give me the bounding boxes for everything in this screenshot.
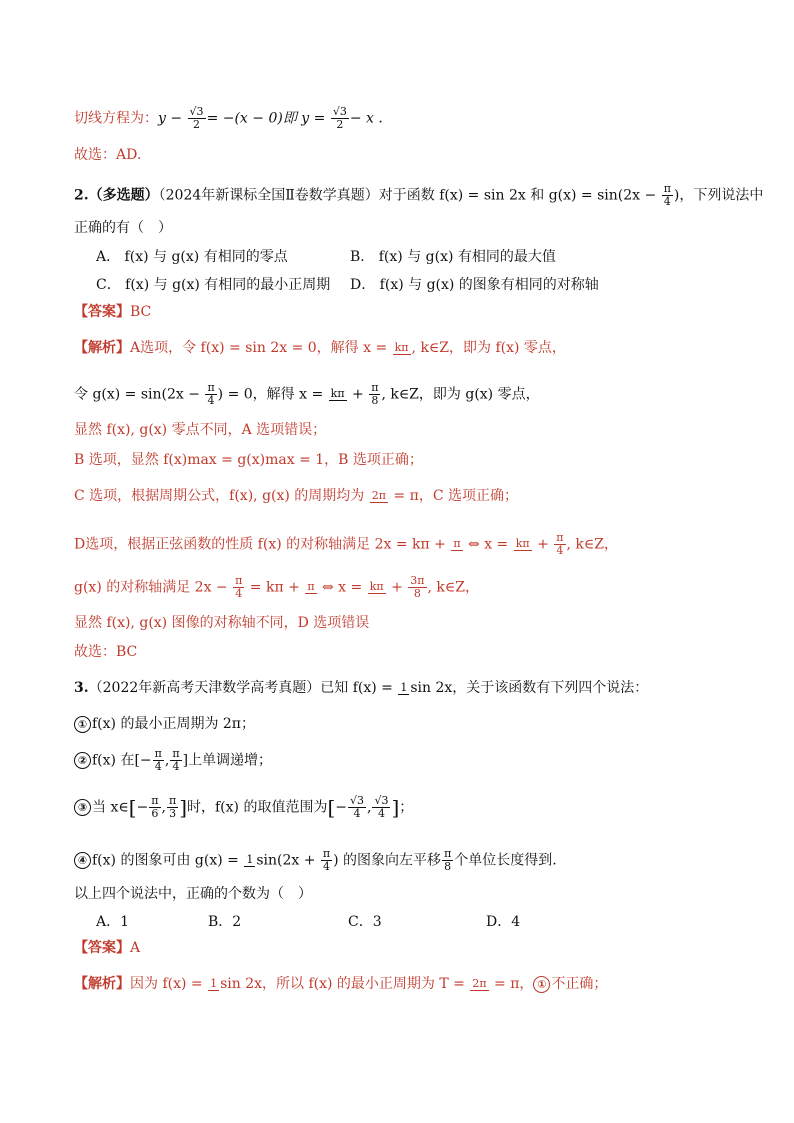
fraction: kπ: [369, 580, 384, 593]
q3-option-a: A．1: [96, 914, 130, 930]
q3-option-d: D．4: [486, 914, 521, 930]
fraction: $\frac{\pi}{8}$: [371, 381, 379, 407]
q3-answer: 【答案】A: [74, 940, 141, 956]
fraction: $\frac{\pi}{4}$: [556, 531, 564, 557]
q2-stem-line2: 正确的有（ ）: [74, 220, 172, 236]
q3-statement-2: ② f(x) 在[− $\frac{\pi}{4}$ , $\frac{\pi}{4}$ ]上单调递增；: [74, 748, 272, 773]
fraction: $\frac{3\pi}{8}$: [410, 574, 425, 600]
fraction: $\frac{\pi}{4}$: [235, 574, 243, 600]
circled-number: ④: [74, 852, 91, 869]
fraction: $\frac{√3}{4}$: [374, 794, 389, 820]
q2-analysis-a1: 【解析】A选项，令 f(x) = sin 2x = 0，解得 x = kπ , k∈Z，即为 f(x) 零点，: [74, 340, 566, 356]
q2-option-d: D． f(x) 与 g(x) 的图象有相同的对称轴: [350, 277, 599, 293]
fraction: $\frac{\pi}{4}$: [663, 182, 671, 208]
fraction: kπ: [394, 340, 409, 354]
fraction: 1: [246, 853, 254, 866]
fraction: kπ: [515, 537, 530, 550]
q2-option-c: C． f(x) 与 g(x) 有相同的最小正周期: [96, 277, 331, 293]
fraction: 1: [400, 680, 408, 694]
q2-stem-line1: 2.（多选题）（2024年新课标全国Ⅱ卷数学真题）对于函数 f(x) = sin 2x 和 g(x) = sin(2x − $\frac{\pi}{4}$ )，下列说法中: [74, 182, 764, 208]
fraction: $\frac{√3}{2}$: [189, 105, 204, 131]
q2-analysis-a3: 显然 f(x), g(x) 零点不同，A 选项错误；: [74, 422, 327, 438]
q2-analysis-a9: 故选：BC: [74, 644, 138, 660]
fraction: $\frac{\pi}{4}$: [154, 747, 162, 773]
q1-answer: 故选：AD.: [74, 147, 142, 163]
q2-analysis-a7: g(x) 的对称轴满足 2x − $\frac{\pi}{4}$ = kπ + π ⇔ x = kπ + $\frac{3\pi}{8}$ , k∈Z，: [74, 574, 479, 600]
q2-option-a: A． f(x) 与 g(x) 有相同的零点: [96, 249, 288, 265]
q2-analysis-a5: C 选项，根据周期公式，f(x), g(x) 的周期均为 2π = π，C 选项正确；: [74, 488, 518, 504]
circled-number: ③: [74, 799, 91, 816]
q3-statement-4: ④ f(x) 的图象可由 g(x) = 1 sin(2x + $\frac{\pi}{4}$ ) 的图象向左平移 $\frac{\pi}{8}$ 个单位长度得到.: [74, 848, 557, 873]
fraction: $\frac{\pi}{4}$: [207, 381, 215, 407]
q2-analysis-a6: D选项，根据正弦函数的性质 f(x) 的对称轴满足 2x = kπ + π ⇔ x = kπ + $\frac{\pi}{4}$ , k∈Z，: [74, 531, 618, 557]
q3-stem: 3.（2022年新高考天津数学高考真题）已知 f(x) = 1 sin 2x，关于该函数有下列四个说法：: [74, 680, 649, 696]
fraction: $\frac{\pi}{6}$: [151, 794, 159, 820]
q3-statement-1: ① f(x) 的最小正周期为 2π；: [74, 714, 255, 734]
q3-statement-3: ③ 当 x∈[− $\frac{\pi}{6}$ , $\frac{\pi}{3}$ ]时，f(x) 的取值范围为[− $\frac{√3}{4}$ , $\frac{√3}{4}$ ]；: [74, 795, 413, 820]
q3-option-c: C．3: [348, 914, 382, 930]
fraction: $\frac{\pi}{4}$: [172, 747, 180, 773]
q2-answer: 【答案】BC: [74, 304, 152, 320]
q3-question: 以上四个说法中，正确的个数为（ ）: [74, 886, 312, 902]
fraction: kπ: [330, 387, 345, 400]
fraction: $\frac{√3}{2}$: [332, 105, 347, 131]
circled-number: ①: [533, 976, 550, 993]
fraction: 1: [210, 976, 218, 990]
q2-analysis-a8: 显然 f(x), g(x) 图像的对称轴不同，D 选项错误: [74, 615, 370, 631]
fraction: π: [307, 580, 315, 593]
q3-analysis-1: 【解析】因为 f(x) = 1 sin 2x，所以 f(x) 的最小正周期为 T = 2π = π， ① 不正确；: [74, 976, 608, 992]
q2-option-b: B． f(x) 与 g(x) 有相同的最大值: [350, 249, 556, 265]
circled-number: ②: [74, 752, 91, 769]
fraction: π: [453, 537, 461, 550]
fraction: $\frac{\pi}{8}$: [444, 847, 452, 873]
q3-option-b: B．2: [208, 914, 242, 930]
q2-analysis-a4: B 选项，显然 f(x)max = g(x)max = 1，B 选项正确；: [74, 452, 423, 468]
q2-analysis-a2: 令 g(x) = sin(2x − $\frac{\pi}{4}$ ) = 0，解得 x = kπ + $\frac{\pi}{8}$ , k∈Z，即为 g(x) 零点，: [74, 381, 540, 407]
fraction: 2π: [472, 976, 487, 990]
fraction: $\frac{√3}{4}$: [350, 794, 365, 820]
fraction: $\frac{\pi}{4}$: [322, 847, 331, 873]
fraction: 2π: [371, 488, 386, 502]
q1-tangent-line: 切线方程为：y − $\frac{√3}{2}$ = −(x − 0)即 y = $\frac{√3}{2}$ − x .: [74, 105, 383, 131]
circled-number: ①: [74, 716, 91, 733]
fraction: $\frac{\pi}{3}$: [168, 794, 177, 820]
